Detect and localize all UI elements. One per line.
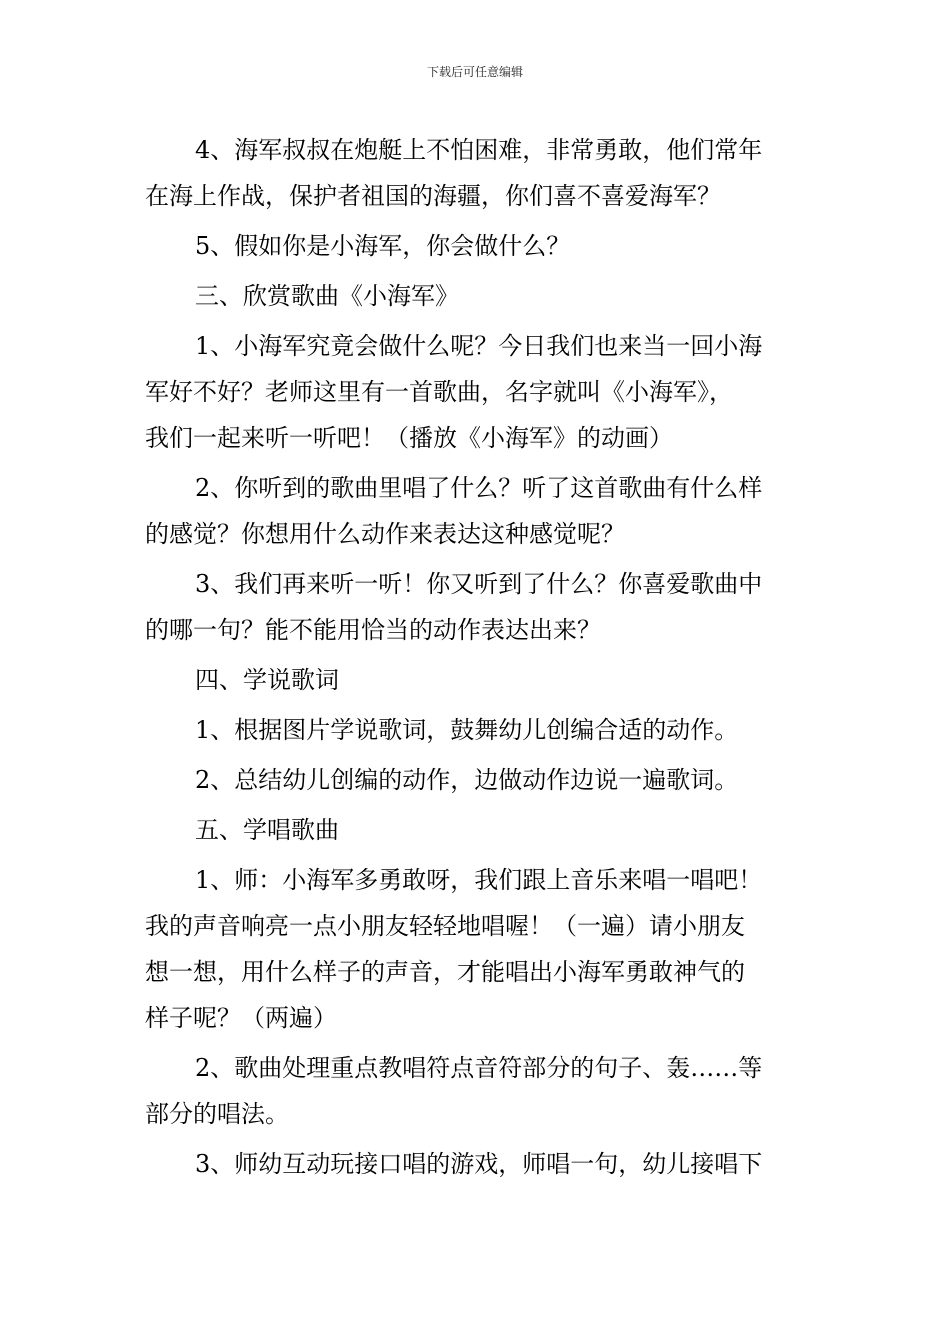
paragraph — [145, 273, 807, 319]
paragraph — [145, 857, 807, 1041]
text-line: 2、歌曲处理重点教唱符点音符部分的句子、轰……等 — [195, 1054, 763, 1082]
paragraph — [145, 707, 807, 753]
text-line: 军好不好？老师这里有一首歌曲，名字就叫《小海军》， — [145, 378, 733, 406]
text-line: 我的声音响亮一点小朋友轻轻地唱喔！（一遍）请小朋友 — [145, 912, 745, 940]
page-header: 下载后可任意编辑 — [426, 65, 523, 79]
text-line: 样子呢？（两遍） — [145, 1004, 337, 1032]
paragraph — [145, 323, 807, 461]
text-line: 2、你听到的歌曲里唱了什么？听了这首歌曲有什么样 — [195, 474, 763, 502]
text-line: 3、师幼互动玩接口唱的游戏，师唱一句，幼儿接唱下 — [195, 1150, 763, 1178]
text-line: 1、根据图片学说歌词，鼓舞幼儿创编合适的动作。 — [195, 716, 739, 744]
paragraph — [145, 465, 807, 557]
text-line: 我们一起来听一听吧！（播放《小海军》的动画） — [145, 424, 673, 452]
paragraph — [145, 561, 807, 653]
text-line: 想一想，用什么样子的声音，才能唱出小海军勇敢神气的 — [145, 958, 745, 986]
text-line: 在海上作战，保护者祖国的海疆，你们喜不喜爱海军？ — [145, 182, 721, 210]
paragraph — [145, 807, 807, 853]
text-line: 四、学说歌词 — [195, 666, 339, 694]
paragraph — [145, 127, 807, 219]
text-line: 的哪一句？能不能用恰当的动作表达出来？ — [145, 616, 601, 644]
text-line: 的感觉？你想用什么动作来表达这种感觉呢？ — [145, 520, 625, 548]
text-line: 3、我们再来听一听！你又听到了什么？你喜爱歌曲中 — [195, 570, 763, 598]
document-body — [145, 127, 807, 1191]
text-line: 4、海军叔叔在炮艇上不怕困难，非常勇敢，他们常年 — [195, 136, 763, 164]
text-line: 五、学唱歌曲 — [195, 816, 339, 844]
paragraph — [145, 223, 807, 269]
text-line: 三、欣赏歌曲《小海军》 — [195, 282, 459, 310]
text-line: 1、师：小海军多勇敢呀，我们跟上音乐来唱一唱吧！ — [195, 866, 763, 894]
text-line: 部分的唱法。 — [145, 1100, 289, 1128]
paragraph — [145, 757, 807, 803]
paragraph — [145, 1141, 807, 1187]
text-line: 2、总结幼儿创编的动作，边做动作边说一遍歌词。 — [195, 766, 739, 794]
text-line: 5、假如你是小海军，你会做什么？ — [195, 232, 571, 260]
paragraph — [145, 657, 807, 703]
text-line: 1、小海军究竟会做什么呢？今日我们也来当一回小海 — [195, 332, 763, 360]
paragraph — [145, 1045, 807, 1137]
